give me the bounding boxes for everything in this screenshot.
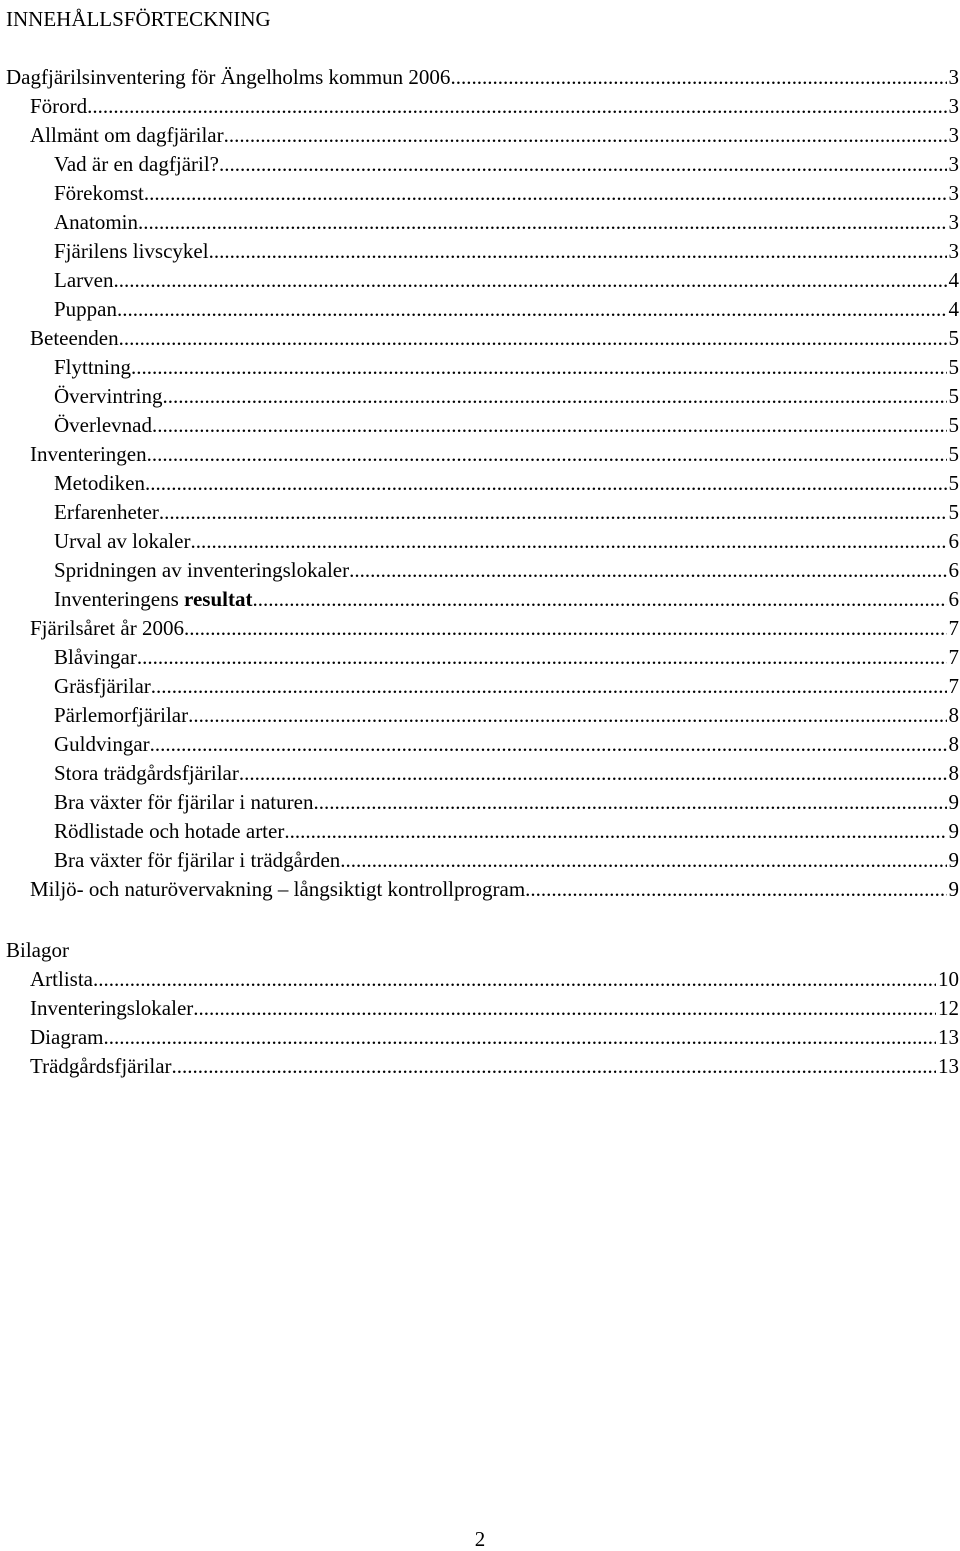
toc-entry[interactable]: [0, 63, 960, 92]
dot-leader: [137, 643, 947, 672]
dot-leader: [313, 788, 946, 817]
toc-entry-page: 10: [938, 967, 959, 991]
dot-leader: [87, 92, 946, 121]
toc-entry-label: Vad är en dagfjäril?: [54, 152, 219, 176]
toc-entry[interactable]: [0, 266, 960, 295]
toc-entry[interactable]: [0, 875, 960, 904]
toc-entry[interactable]: [0, 527, 960, 556]
dot-leader: [144, 179, 947, 208]
toc-entry-label: Artlista: [30, 967, 93, 991]
toc-entry[interactable]: [0, 208, 960, 237]
toc-entry[interactable]: [0, 556, 960, 585]
toc-entry-label: Flyttning: [54, 355, 132, 379]
toc-entry-label: Överlevnad: [54, 413, 152, 437]
toc-entry-page: 9: [948, 848, 959, 872]
toc-entry-page: 3: [948, 210, 959, 234]
dot-leader: [193, 994, 936, 1023]
dot-leader: [284, 817, 946, 846]
dot-leader: [162, 382, 946, 411]
toc-entry-page: 6: [948, 558, 959, 582]
toc-entry-label: Rödlistade och hotade arter: [54, 819, 285, 843]
toc-entry[interactable]: [0, 788, 960, 817]
dot-leader: [117, 295, 947, 324]
toc-entry-page: 5: [948, 355, 959, 379]
toc-entry[interactable]: [0, 353, 960, 382]
dot-leader: [131, 353, 946, 382]
toc-entry[interactable]: [0, 846, 960, 875]
dot-leader: [525, 875, 946, 904]
toc-entry-label: Gräsfjärilar: [54, 674, 151, 698]
toc-entry-label: Guldvingar: [54, 732, 150, 756]
toc-entry-label: Diagram: [30, 1025, 104, 1049]
toc-entry-label: Inventeringen: [30, 442, 147, 466]
toc-entry-page: 3: [948, 94, 959, 118]
toc-entry-page: 3: [948, 123, 959, 147]
toc-entry-page: 8: [948, 761, 959, 785]
toc-entry-page: 3: [948, 152, 959, 176]
dot-leader: [145, 469, 947, 498]
toc-entry-label: Anatomin: [54, 210, 138, 234]
toc-entry-label: Övervintring: [54, 384, 163, 408]
toc-entry-label: Blåvingar: [54, 645, 137, 669]
toc-entry-label: Pärlemorfjärilar: [54, 703, 189, 727]
toc-entry[interactable]: [0, 411, 960, 440]
dot-leader: [147, 440, 947, 469]
toc-entry-page: 4: [948, 297, 959, 321]
page-number: 2: [474, 1527, 486, 1551]
toc-entry[interactable]: [0, 382, 960, 411]
toc-entry-page: 13: [938, 1025, 959, 1049]
dot-leader: [349, 556, 946, 585]
toc-entry-label: Miljö- och naturövervakning – långsiktigt kontrollprogram: [30, 877, 526, 901]
toc-entry-label: Metodiken: [54, 471, 145, 495]
toc-entry-page: 3: [948, 181, 959, 205]
dot-leader: [252, 585, 946, 614]
appendix-heading: Bilagor: [6, 938, 69, 962]
dot-leader: [239, 759, 947, 788]
toc-entry[interactable]: [0, 92, 960, 121]
toc-entry[interactable]: [0, 179, 960, 208]
toc-entry-page: 9: [948, 819, 959, 843]
dot-leader: [93, 965, 936, 994]
dot-leader: [340, 846, 946, 875]
toc-entry[interactable]: [0, 150, 960, 179]
toc-entry-page: 5: [948, 500, 959, 524]
toc-entry[interactable]: [0, 469, 960, 498]
toc-entry-page: 5: [948, 471, 959, 495]
toc-entry-page: 3: [948, 65, 959, 89]
toc-entry[interactable]: [0, 643, 960, 672]
dot-leader: [113, 266, 946, 295]
dot-leader: [184, 614, 947, 643]
toc-entry-label: [54, 585, 252, 614]
toc-entry[interactable]: [0, 585, 960, 614]
toc-entry-label: Förord: [30, 94, 88, 118]
toc-entry-page: 12: [938, 996, 959, 1020]
toc-entry-label: Fjärilens livscykel: [54, 239, 209, 263]
dot-leader: [219, 150, 947, 179]
toc-entry[interactable]: [0, 994, 960, 1023]
toc-entry-label: Beteenden: [30, 326, 119, 350]
dot-leader: [450, 63, 946, 92]
dot-leader: [188, 701, 946, 730]
toc-entry[interactable]: [0, 121, 960, 150]
toc-entry-page: 9: [948, 877, 959, 901]
toc-entry-label: Trädgårdsfjärilar: [30, 1054, 172, 1078]
toc-entry[interactable]: [0, 324, 960, 353]
table-of-contents: [0, 63, 960, 904]
toc-entry-page: 8: [948, 732, 959, 756]
toc-entry-label-part: Inventeringens: [54, 587, 185, 611]
toc-entry[interactable]: [0, 672, 960, 701]
toc-entry-page: 8: [948, 703, 959, 727]
toc-entry-page: 4: [948, 268, 959, 292]
toc-entry-label: Bra växter för fjärilar i naturen: [54, 790, 314, 814]
toc-entry-page: 7: [948, 645, 959, 669]
toc-entry[interactable]: [0, 759, 960, 788]
toc-entry[interactable]: [0, 817, 960, 846]
toc-entry-label: Fjärilsåret år 2006: [30, 616, 184, 640]
toc-entry-page: 5: [948, 413, 959, 437]
toc-entry-label: Förekomst: [54, 181, 144, 205]
dot-leader: [152, 411, 947, 440]
toc-entry-page: 5: [948, 384, 959, 408]
toc-entry-label: Urval av lokaler: [54, 529, 191, 553]
toc-entry[interactable]: [0, 965, 960, 994]
toc-entry-label: Bra växter för fjärilar i trädgården: [54, 848, 341, 872]
dot-leader: [151, 672, 947, 701]
appendix-section: [0, 936, 960, 1081]
toc-entry[interactable]: [0, 295, 960, 324]
toc-entry-page: 5: [948, 326, 959, 350]
toc-entry[interactable]: [0, 730, 960, 759]
dot-leader: [119, 324, 947, 353]
toc-entry-label: Larven: [54, 268, 114, 292]
toc-entry-label: Dagfjärilsinventering för Ängelholms kommun 2006: [6, 65, 451, 89]
toc-entry-label: Puppan: [54, 297, 117, 321]
toc-entry-label-bold: resultat: [184, 587, 253, 611]
toc-entry-page: 5: [948, 442, 959, 466]
dot-leader: [138, 208, 947, 237]
toc-entry-page: 9: [948, 790, 959, 814]
dot-leader: [103, 1023, 936, 1052]
dot-leader: [190, 527, 946, 556]
toc-entry-label: Inventeringslokaler: [30, 996, 194, 1020]
toc-entry[interactable]: [0, 701, 960, 730]
toc-entry[interactable]: [0, 498, 960, 527]
toc-entry-page: 3: [948, 239, 959, 263]
dot-leader: [224, 121, 947, 150]
toc-entry[interactable]: [0, 1023, 960, 1052]
dot-leader: [209, 237, 947, 266]
toc-entry-label: Allmänt om dagfjärilar: [30, 123, 224, 147]
toc-entry-page: 6: [948, 587, 959, 611]
toc-entry[interactable]: [0, 237, 960, 266]
toc-entry[interactable]: [0, 1052, 960, 1081]
toc-entry-label: Erfarenheter: [54, 500, 159, 524]
dot-leader: [172, 1052, 936, 1081]
page-title: INNEHÅLLSFÖRTECKNING: [6, 7, 271, 31]
dot-leader: [159, 498, 947, 527]
toc-entry-page: 13: [938, 1054, 959, 1078]
toc-entry-page: 7: [948, 674, 959, 698]
toc-entry[interactable]: [0, 440, 960, 469]
toc-entry-label: Spridningen av inventeringslokaler: [54, 558, 350, 582]
toc-entry[interactable]: [0, 614, 960, 643]
toc-entry-page: 7: [948, 616, 959, 640]
dot-leader: [150, 730, 947, 759]
toc-entry-label: Stora trädgårdsfjärilar: [54, 761, 239, 785]
toc-entry-page: 6: [948, 529, 959, 553]
